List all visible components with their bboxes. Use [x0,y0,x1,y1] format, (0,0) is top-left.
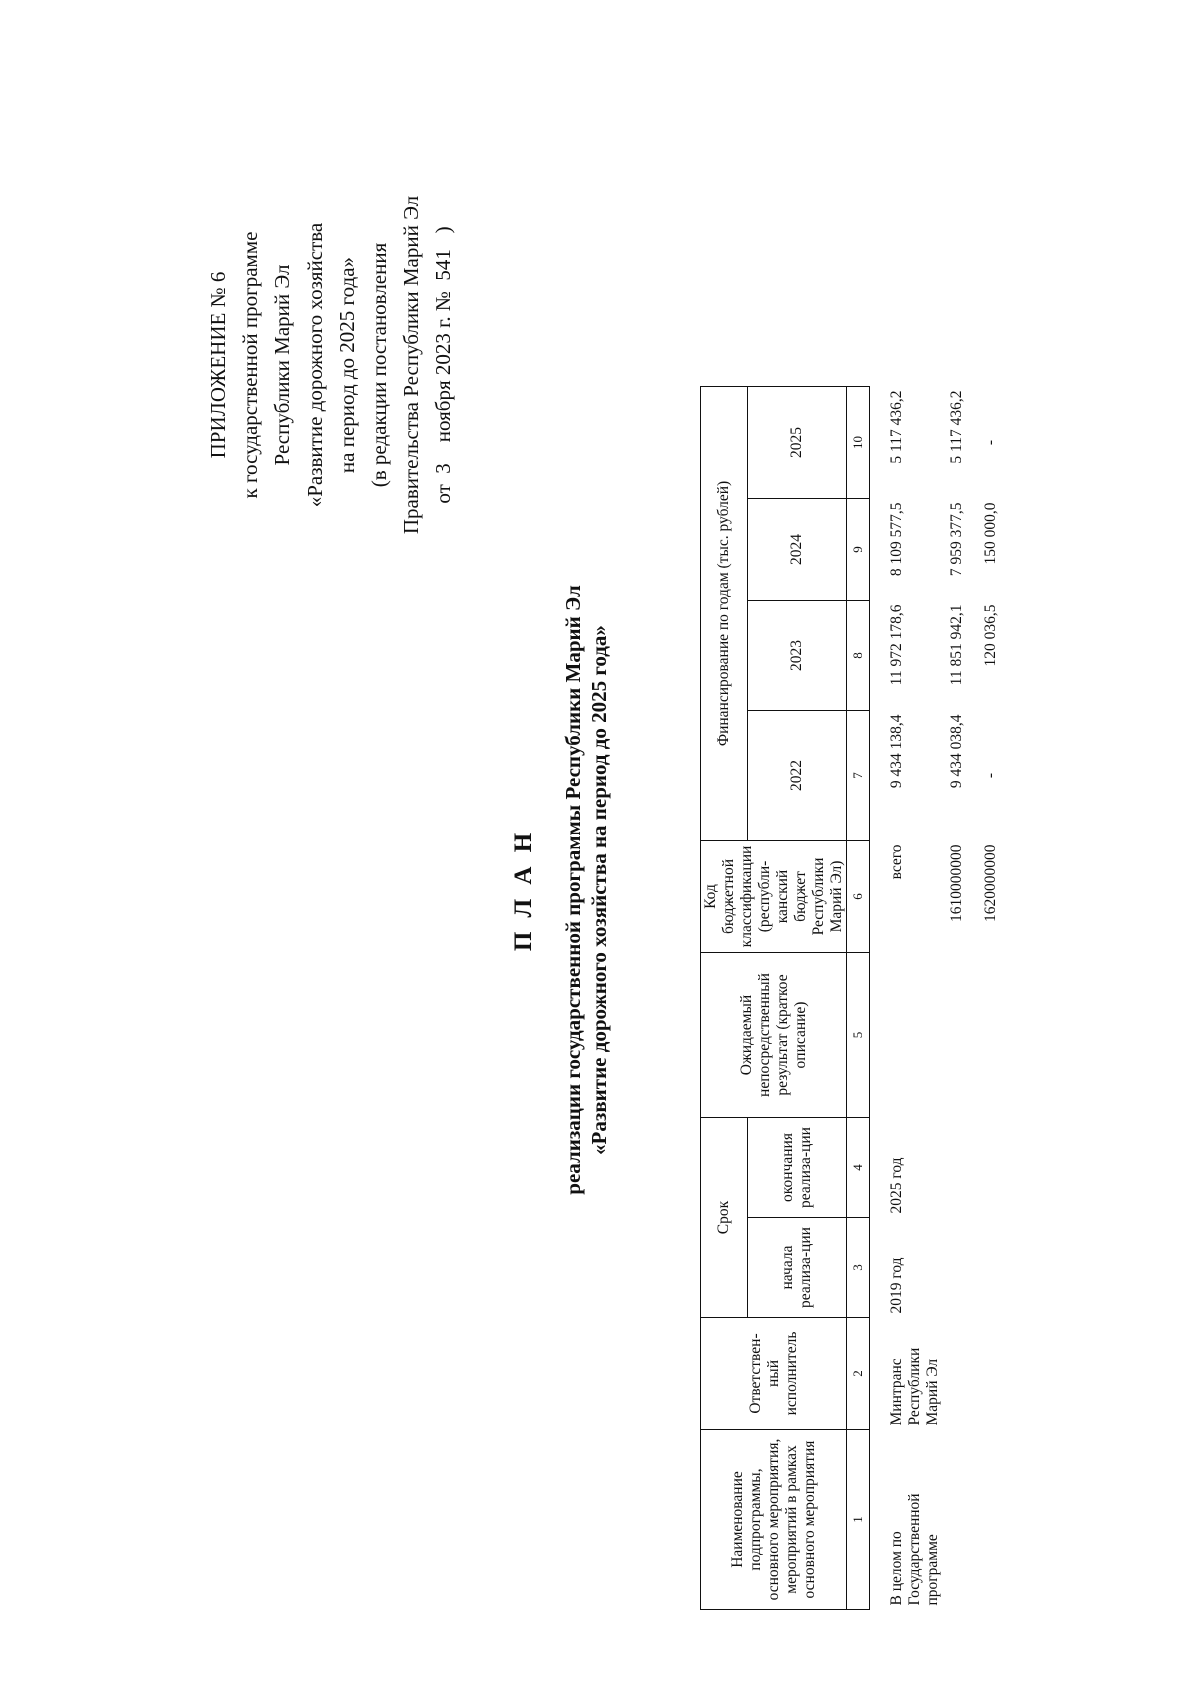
header-year-2022: 2022 [748,711,847,841]
column-number: 10 [847,387,870,499]
table-row [976,387,1010,1610]
cell-budget-code: 1620000000 [982,844,999,922]
plan-subtitle: реализации государственной программы Республики Марий Эл [561,585,585,1195]
cell-2023: 11 972 178,6 [888,604,905,686]
cell-executor: Минтранс Республики Марий Эл [888,1347,941,1426]
header-year-2023: 2023 [748,601,847,711]
cell-executor [942,1318,976,1430]
column-number: 7 [847,711,870,841]
appendix-header [202,135,460,595]
cell-2024: 8 109 577,5 [888,502,905,577]
cell-start [942,1218,976,1318]
header-financing: Финансирование по годам (тыс. рублей) [701,387,748,841]
header-term: Срок [701,1118,748,1318]
cell-name [976,1430,1010,1610]
column-number: 9 [847,499,870,601]
cell-name [942,1430,976,1610]
cell-2023: 120 036,5 [982,604,999,667]
column-number: 2 [847,1318,870,1430]
column-number: 8 [847,601,870,711]
column-number: 6 [847,841,870,953]
table-row [870,387,943,1610]
cell-2022: - [982,772,999,779]
cell-end [976,1118,1010,1218]
cell-2025: 5 117 436,2 [888,390,905,464]
column-number: 1 [847,1430,870,1610]
column-number: 4 [847,1118,870,1218]
header-year-2024: 2024 [748,499,847,601]
header-result: Ожидаемый непосредственный результат (краткое описание) [701,953,847,1118]
appendix-line: к государственной программе [238,231,263,499]
cell-start [976,1218,1010,1318]
cell-2025: - [982,439,999,446]
cell-2024: 7 959 377,5 [948,502,965,577]
plan-table [700,386,1010,1610]
plan-title: П Л А Н [510,828,537,952]
appendix-line: (в редакции постановления [367,242,392,488]
cell-2024: 150 000,0 [982,502,999,565]
program-name: «Развитие дорожного хозяйства на период до 2025 года» [587,625,611,1155]
appendix-line: ПРИЛОЖЕНИЕ № 6 [206,271,230,459]
appendix-line: «Развитие дорожного хозяйства [302,222,327,508]
cell-2022: 9 434 038,4 [948,714,965,789]
cell-2022: 9 434 138,4 [888,714,905,789]
header-year-2025: 2025 [748,387,847,499]
cell-end: 2025 год [888,1157,905,1214]
header-budget-code: Код бюджетной классификации (республи-канский бюджет Республики Марий Эл) [701,841,847,953]
column-number: 3 [847,1218,870,1318]
cell-result [870,953,943,1118]
cell-2025: 5 117 436,2 [948,390,965,464]
header-term-end: окончания реализа-ции [748,1118,847,1218]
table-row [942,387,976,1610]
plan-title-block [510,460,612,1320]
cell-start: 2019 год [888,1257,905,1314]
column-number: 5 [847,953,870,1118]
header-term-start: начала реализа-ции [748,1218,847,1318]
cell-result [942,953,976,1118]
cell-end [942,1118,976,1218]
appendix-line: Правительства Республики Марий Эл [399,195,424,535]
cell-2023: 11 851 942,1 [948,604,965,686]
header-executor: Ответствен-ный исполнитель [701,1318,847,1430]
header-name: Наименование подпрограммы, основного мероприятия, мероприятий в рамках основного мероприятия [701,1430,847,1610]
cell-budget-code: всего [888,844,905,880]
cell-name: В целом по Государственной программе [888,1493,941,1606]
appendix-line: на период до 2025 года» [334,256,359,474]
cell-budget-code: 1610000000 [948,844,965,922]
cell-executor [976,1318,1010,1430]
appendix-line: Республики Марий Эл [270,264,295,466]
appendix-signature-line: от 3 ноября 2023 г. № 541 ) [431,226,456,504]
cell-result [976,953,1010,1118]
